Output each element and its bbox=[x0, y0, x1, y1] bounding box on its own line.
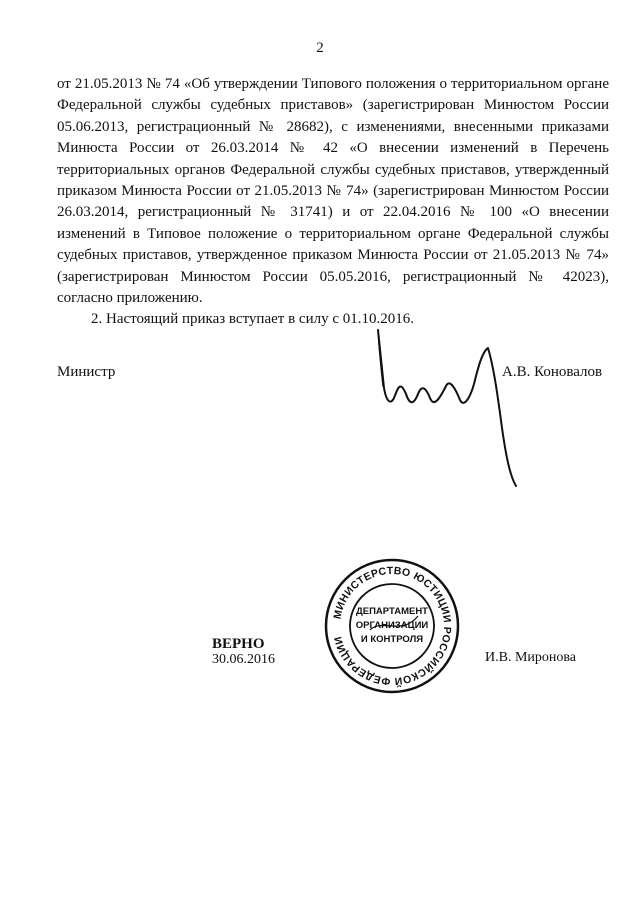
svg-text:И КОНТРОЛЯ: И КОНТРОЛЯ bbox=[360, 634, 424, 645]
certifier-name: И.В. Миронова bbox=[485, 650, 577, 665]
document-body bbox=[57, 74, 609, 331]
certification-date: 30.06.2016 bbox=[212, 652, 275, 667]
svg-text:ДЕПАРТАМЕНТ: ДЕПАРТАМЕНТ bbox=[356, 606, 428, 617]
svg-text:МИНИСТЕРСТВО ЮСТИЦИИ РОССИЙСКО: МИНИСТЕРСТВО ЮСТИЦИИ РОССИЙСКОЙ ФЕДЕРАЦИИ bbox=[331, 564, 454, 688]
certification-label: ВЕРНО bbox=[212, 636, 265, 652]
svg-text:ОРГАНИЗАЦИИ: ОРГАНИЗАЦИИ bbox=[355, 620, 429, 631]
page-number: 2 bbox=[316, 40, 324, 56]
official-stamp bbox=[322, 556, 462, 696]
clause-2: 2. Настоящий приказ вступает в силу с 01.10.2016. bbox=[91, 311, 414, 328]
signatory-name: А.В. Коновалов bbox=[502, 364, 603, 380]
signatory-role: Министр bbox=[57, 364, 116, 380]
handwritten-signature bbox=[370, 328, 530, 488]
paragraph-continuation: от 21.05.2013 № 74 «Об утверждении Типового положения о территориальном органе Федеральной службы судебных приставов» (зарегистрирован Минюстом России 05.06.2013, регистрационный № 28682), с изменениями, внесенными приказами Минюста России от 26.03.2014 № 42 «О внесении изменений в Перечень территориальных органов Федеральной службы судебных приставов, утвержденный приказом Минюста России от 21.05.2013 № 74» (зарегистрирован Минюстом России 26.03.2014, регистрационный № 31741) и от 22.04.2016 № 100 «О внесении изменений в Типовое положение о территориальном органе Федеральной службы судебных приставов, утвержденное приказом Минюста России от 21.05.2013 № 74» (зарегистрирован Минюстом России 05.05.2016, регистрационный № 42023), согласно приложению. bbox=[57, 76, 609, 307]
